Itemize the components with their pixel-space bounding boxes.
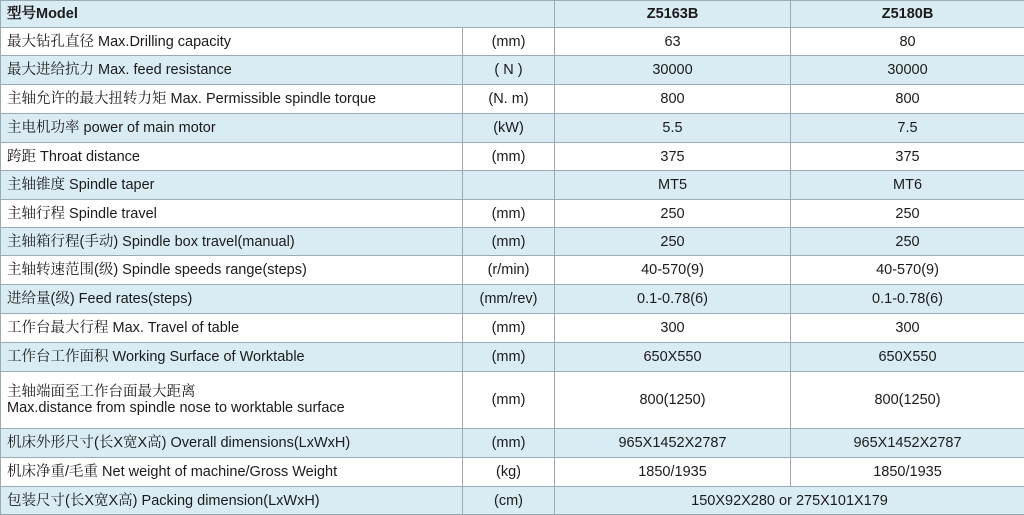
row-label-line-en: Max.distance from spindle nose to worktable surface (7, 400, 456, 416)
row-unit (463, 171, 555, 200)
row-unit: (kW) (463, 114, 555, 143)
row-unit: (mm) (463, 343, 555, 372)
row-value-z5163b: 800 (555, 85, 791, 114)
row-label: 最大钻孔直径 Max.Drilling capacity (1, 28, 463, 56)
row-label (1, 372, 463, 429)
row-value-z5180b: 250 (791, 228, 1024, 256)
table-row (1, 314, 1024, 343)
row-value-z5180b: 0.1-0.78(6) (791, 285, 1024, 314)
row-value-z5163b: 1850/1935 (555, 458, 791, 487)
row-unit: (mm) (463, 228, 555, 256)
row-value-z5180b: 800 (791, 85, 1024, 114)
row-unit: (N. m) (463, 85, 555, 114)
row-value-z5163b: MT5 (555, 171, 791, 200)
row-label-line-cn: 主轴端面至工作台面最大距离 (7, 384, 456, 400)
table-row (1, 228, 1024, 256)
row-value-z5180b: 30000 (791, 56, 1024, 85)
row-unit: (kg) (463, 458, 555, 487)
row-label: 机床净重/毛重 Net weight of machine/Gross Weight (1, 458, 463, 487)
row-label: 主电机功率 power of main motor (1, 114, 463, 143)
row-value-z5180b: 250 (791, 200, 1024, 228)
table-row (1, 56, 1024, 85)
row-value-merged: 150X92X280 or 275X101X179 (555, 487, 1024, 515)
row-unit: (mm/rev) (463, 285, 555, 314)
row-label: 主轴箱行程(手动) Spindle box travel(manual) (1, 228, 463, 256)
row-unit: (mm) (463, 372, 555, 429)
table-row (1, 171, 1024, 200)
row-label: 最大进给抗力 Max. feed resistance (1, 56, 463, 85)
model-header-z5180b: Z5180B (791, 1, 1024, 28)
row-label: 主轴锥度 Spindle taper (1, 171, 463, 200)
model-header-label: 型号Model (1, 1, 555, 28)
table-row (1, 343, 1024, 372)
row-value-z5180b: 1850/1935 (791, 458, 1024, 487)
row-value-z5180b: 80 (791, 28, 1024, 56)
table-row (1, 143, 1024, 171)
model-header-z5163b: Z5163B (555, 1, 791, 28)
row-label: 主轴行程 Spindle travel (1, 200, 463, 228)
row-value-z5180b: 965X1452X2787 (791, 429, 1024, 458)
row-label: 包装尺寸(长X宽X高) Packing dimension(LxWxH) (1, 487, 463, 515)
row-value-z5163b: 300 (555, 314, 791, 343)
table-row (1, 372, 1024, 429)
table-row (1, 256, 1024, 285)
row-label: 工作台最大行程 Max. Travel of table (1, 314, 463, 343)
row-value-z5180b: 375 (791, 143, 1024, 171)
row-value-z5180b: MT6 (791, 171, 1024, 200)
table-row (1, 28, 1024, 56)
row-value-z5180b: 300 (791, 314, 1024, 343)
row-label: 主轴转速范围(级) Spindle speeds range(steps) (1, 256, 463, 285)
row-value-z5163b: 375 (555, 143, 791, 171)
row-value-z5163b: 965X1452X2787 (555, 429, 791, 458)
row-value-z5163b: 650X550 (555, 343, 791, 372)
row-value-z5163b: 250 (555, 200, 791, 228)
table-row (1, 487, 1024, 515)
table-row (1, 285, 1024, 314)
row-label: 机床外形尺寸(长X宽X高) Overall dimensions(LxWxH) (1, 429, 463, 458)
row-value-z5163b: 0.1-0.78(6) (555, 285, 791, 314)
row-value-z5163b: 800(1250) (555, 372, 791, 429)
row-value-z5163b: 250 (555, 228, 791, 256)
row-value-z5180b: 650X550 (791, 343, 1024, 372)
table-row (1, 429, 1024, 458)
row-label: 工作台工作面积 Working Surface of Worktable (1, 343, 463, 372)
row-value-z5180b: 800(1250) (791, 372, 1024, 429)
row-unit: (mm) (463, 200, 555, 228)
row-unit: (mm) (463, 143, 555, 171)
table-row (1, 458, 1024, 487)
row-value-z5163b: 5.5 (555, 114, 791, 143)
row-unit: (mm) (463, 28, 555, 56)
row-value-z5163b: 63 (555, 28, 791, 56)
row-label: 主轴允许的最大扭转力矩 Max. Permissible spindle torque (1, 85, 463, 114)
row-value-z5163b: 40-570(9) (555, 256, 791, 285)
row-value-z5180b: 7.5 (791, 114, 1024, 143)
row-unit: (mm) (463, 429, 555, 458)
row-label: 进给量(级) Feed rates(steps) (1, 285, 463, 314)
row-unit: (cm) (463, 487, 555, 515)
row-value-z5163b: 30000 (555, 56, 791, 85)
row-value-z5180b: 40-570(9) (791, 256, 1024, 285)
row-label: 跨距 Throat distance (1, 143, 463, 171)
row-unit: (mm) (463, 314, 555, 343)
row-unit: (r/min) (463, 256, 555, 285)
table-row (1, 114, 1024, 143)
table-row (1, 200, 1024, 228)
header-row (1, 1, 1024, 28)
row-unit: ( N ) (463, 56, 555, 85)
table-row (1, 85, 1024, 114)
